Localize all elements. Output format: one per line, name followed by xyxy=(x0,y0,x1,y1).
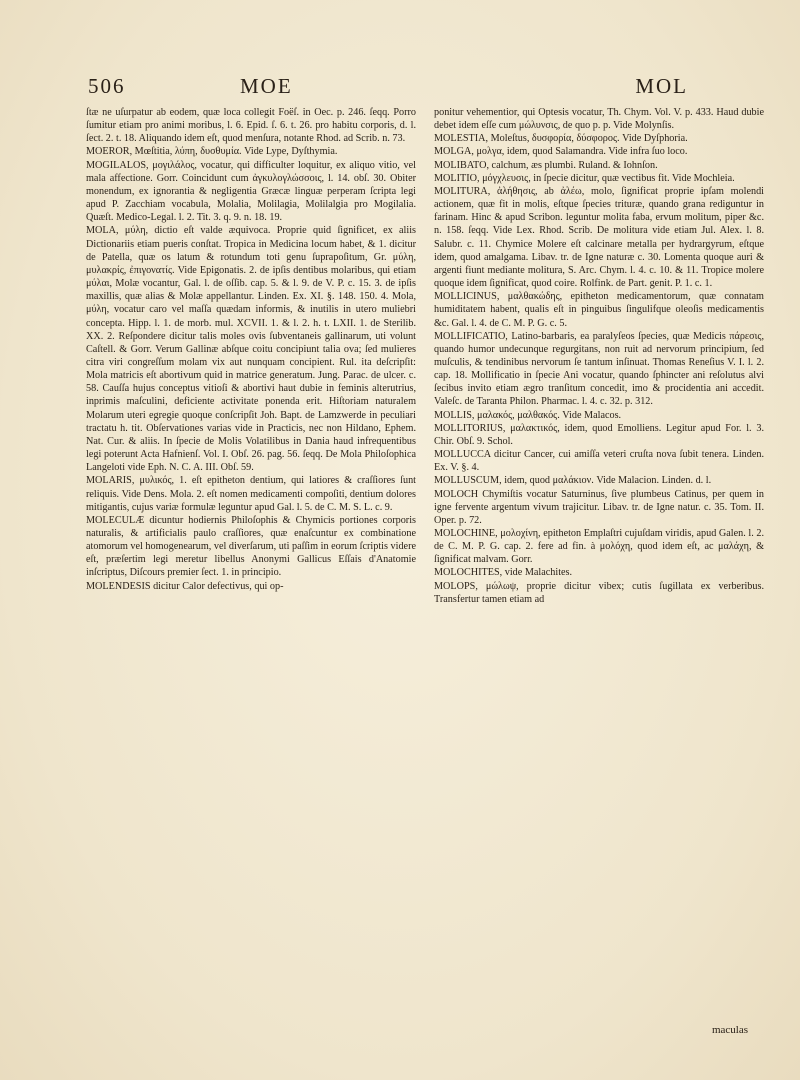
entry-molestia: MOLESTIA, Moleſtus, δυσφορία, δύσφορος. Vide Dyſphoria. xyxy=(434,133,688,145)
right-column xyxy=(434,106,764,606)
running-head-right: MOL xyxy=(635,74,688,98)
entry-mogilalos: MOGILALOS, μογιλάλος, vocatur, qui difficulter loquitur, ex aliquo vitio, vel mala affectione. Gorr. Coincidunt cum ἀγκυλογλώσσοις, l. 14. obſ. 30. Obiter monendum, ex ignorantia & negligentia Græcæ linguæ perperam ſcripta legi apud P. Zacchiam vocabula, Molalia, Molilagia, Molilalgia pro Mogilalia. Quæſt. Medico-Legal. l. 2. Tit. 3. q. 9. n. 18. 19. xyxy=(86,159,416,224)
entry-molibato: MOLIBATO, calchum, æs plumbi. Ruland. & Iohnſon. xyxy=(434,159,658,171)
entry-moloch: MOLOCH Chymiſtis vocatur Saturninus, ſive plumbeus Catinus, per quem in igne fervente argentum vivum trajicitur. Libav. tr. de Igne natur. c. 35. Tom. II. Oper. p. 72. xyxy=(434,488,764,526)
entry-mola: MOLA, μύλη, dictio eſt valde æquivoca. Proprie quid ſignificet, ex aliis Dictionariis etiam pueris conſtat. Tropica in Medicina locum habet, & 1. dicitur de Patella, quæ os latum & rotundum toti genu ſuprapoſitum, Gr. μύλη, μυλακρίς, ἐπιγονατίς. Vide Epigonatis. 2. de ipſis dentibus molaribus, qui etiam μύλαι, Molæ vocantur, Gal. l. de oſſib. cap. 5. & l. 9. de V. P. c. 15. 3. de ipſis maxillis, quæ alias & Molæ appellantur. Linden. Ex. XI. §. 148. 150. 4. Mola, μύλη, vocatur caro vel maſſa quædam informis, & inutilis in utero muliebri concepta. Hipp. l. 1. de morb. mul. XCVII. 1. & l. 2. h. t. LXII. 1. de Sterilib. XX. 2. Reſpondere dicitur talis moles ovis ſubventaneis gallinarum, uti volunt Caſtell. & Gorr. Verum Gallinæ abſque coitu concipiunt talia ova; ſed mulieres citra viri congreſſum molam vix aut nunquam concipient. Rul. ita deſcripſit: Mola matricis eſt abortivum quid in matrice generatum. Jung. Parac. de ulcer. c. 58. Cauſſa hujus conceptus vitioſi & abortivi haut dubie in feminis alterutrius, inprimis maſculini, deficiente activitate ponenda erit. Hiſtoriam naturalem Molarum uteri egregie quoque conſcripſit Joh. Bapt. de Lamzwerde in peculiari tractatu h. tit. Obſervationes varias vide in Practicis, nec non Hildano, Ephem. Nat. Cur. & aliis. In ſpecie de Molis Volatilibus in Dania haud infrequentibus legi poterunt Acta Hafnienſ. Vol. I. Obſ. 26. pag. 56. ſeqq. De Mola Philoſophica Langeloti vide Eph. N. C. A. III. Obſ. 59. xyxy=(86,225,416,474)
entry-molochine: MOLOCHINE, μολοχίνη, epitheton Emplaſtri cujuſdam viridis, apud Galen. l. 2. de C. M. P. G. cap. 2. fere ad fin. à μολόχη, quod idem eſt, ac μαλάχη, & ſignificat malvam. Gorr. xyxy=(434,528,764,566)
entry-molitio: MOLITIO, μόγχλευσις, in ſpecie dicitur, quæ vectibus fit. Vide Mochleia. xyxy=(434,172,735,184)
entry-mollificatio: MOLLIFICATIO, Latino-barbaris, ea paralyſeos ſpecies, quæ Medicis πάρεσις, quando humor undecunque regurgitans, non ruit ad nervorum principium, ſed muſculis, & tendinibus nervorum ſe tantum inſinuat. Thomas Reneſius V. I. l. 2. cap. 18. Mollificatio in ſpecie Ani vocatur, quando ſphincter ani reſolutus alvi ſecibus invito etiam ægro tranſitum concedit, imo & procidentia ani accedit. Valeſc. de Taranta Philon. Pharmac. l. 4. c. 32. p. 312. xyxy=(434,330,764,408)
page-header xyxy=(88,74,764,100)
entry-mollucca: MOLLUCCA dicitur Cancer, cui amiſſa veteri cruſta nova ſubit tenera. Linden. Ex. V. §. 4. xyxy=(434,449,764,474)
running-head-left: MOE xyxy=(240,74,293,98)
entry-moleculae: MOLECULÆ dicuntur hodiernis Philoſophis & Chymicis portiones corporis naturalis, & artificialis paulo craſſiores, quæ enaſcuntur ex combinatione atomorum vel homogenearum, vel diverſarum, uti paſſim in eorum ſcriptis videre eſt, præſertim legi meretur libellus Anonymi Gallicus Eſſais d'Anatomie inſcriptus, Diſcours premier ſect. 1. in principio. xyxy=(86,514,416,579)
entry-moeror: MOEROR, Mœſtitia, λύπη, δυσθυμία. Vide Lype, Dyſthymia. xyxy=(86,146,338,158)
entry-text: ſtæ ne uſurpatur ab eodem, quæ loca collegit Foëſ. in Oec. p. 246. ſeqq. Porro ſumitur etiam pro animi moribus, l. 6. Epid. ſ. 6. t. 26. pro habitu corporis, d. l. ſect. 2. t. 18. Aliquando idem eſt, quod menſura, notante Rhod. ad Scrib. n. 73. xyxy=(86,107,416,145)
entry-molendesis: MOLENDESIS dicitur Calor defectivus, qui op- xyxy=(86,580,284,592)
entry-molochites: MOLOCHITES, vide Malachites. xyxy=(434,567,573,579)
entry-mollis: MOLLIS, μαλακός, μαλθακός. Vide Malacos. xyxy=(434,409,622,421)
page-number: 506 xyxy=(88,74,126,98)
entry-mollicinus: MOLLICINUS, μαλθακώδης, epitheton medicamentorum, quæ connatam humiditatem habent, qualis eſt in pinguibus ſingulifque oleoſis medicamentis &c. Gal. l. 4. de C. M. P. G. c. 5. xyxy=(434,291,764,329)
entry-text: ponitur vehementior, qui Optesis vocatur, Th. Chym. Vol. V. p. 433. Haud dubie debet idem eſſe cum μώλυνσις, de quo p. p. Vide Molynſis. xyxy=(434,107,764,132)
entry-molitura: MOLITURA, ἀλήθησις, ab ἀλέω, molo, ſignificat proprie ipſam molendi actionem, quæ fit in molis, eſtque ſpecies trituræ, quando grana rediguntur in farinam. Hinc & apud Scribon. leguntur molita faba, ervum molitum, piper &c. n. 158. ſeqq. Vide Lex. Rhod. Scrib. De molitura vide etiam Jul. Alex. l. 8. Salubr. c. 11. Chymice Molere eſt calcinare metalla per hydrargyrum, eſtque idem, quod amalgama. Libav. tr. de Igne naturæ c. 30. Lomenta quoque auri & argenti fiunt mediante molitura, S. Arc. Chym. l. 4. c. 10. & 11. Tropice molere quoque idem ſignificat, quod coire. Rolfink. de Part. genit. P. 1. c. 1. xyxy=(434,185,764,290)
entry-mollitorius: MOLLITORIUS, μαλακτικός, idem, quod Emolliens. Legitur apud For. l. 3. Chir. Obſ. 9. Schol. xyxy=(434,422,764,447)
entry-molluscum: MOLLUSCUM, idem, quod μαλάκιον. Vide Malacion. Linden. d. l. xyxy=(434,475,712,487)
catchword: maculas xyxy=(711,1024,748,1036)
entry-molops: MOLOPS, μώλωψ, proprie dicitur vibex; cutis ſugillata ex verberibus. Transfertur tamen etiam ad xyxy=(434,580,764,605)
entry-molaris: MOLARIS, μυλικός, 1. eſt epitheton dentium, qui latiores & craſſiores ſunt reliquis. Vide Dens. Mola. 2. eſt nomen medicamenti compoſiti, dentium dolores mitigantis, cujus variæ formulæ leguntur apud Gal. l. 5. de C. M. S. L. c. 9. xyxy=(86,475,416,513)
left-column xyxy=(86,106,416,593)
entry-molga: MOLGA, μολγα, idem, quod Salamandra. Vide infra ſuo loco. xyxy=(434,146,688,158)
